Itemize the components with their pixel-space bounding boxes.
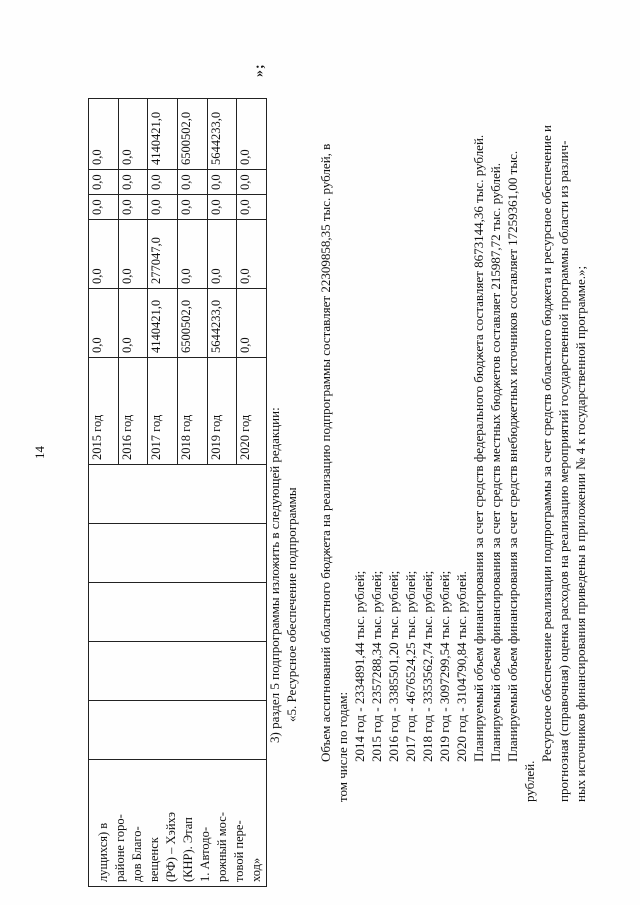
year-cell: 2017 год: [148, 358, 178, 465]
value-cell: 6500502,0: [177, 289, 207, 358]
object-name-line: 1. Автодо-: [198, 826, 212, 882]
year-line: 2016 год - 3385501,20 тыс. рублей;: [386, 570, 401, 762]
value-cell: 4140421,0: [148, 99, 178, 170]
page-number: 14: [32, 446, 47, 459]
year-cell: 2019 год: [207, 358, 237, 465]
year-cell: 2020 год: [237, 358, 267, 465]
body-line: Планируемый объем финансирования за счет средств федерального бюджета составляет 8673144,36 тыс. рублей.: [471, 134, 486, 762]
value-cell: 0,0: [148, 170, 178, 195]
empty-cell: [89, 642, 267, 701]
year-line: 2015 год - 2357288,34 тыс. рублей;: [369, 570, 384, 762]
value-cell: 0,0: [207, 195, 237, 220]
object-name-line: вещенск: [147, 837, 161, 882]
object-name-line: (РФ) – Хэйхэ: [164, 812, 178, 882]
value-cell: 0,0: [89, 220, 119, 289]
value-cell: 0,0: [148, 195, 178, 220]
value-cell: 0,0: [237, 195, 267, 220]
year-line: 2017 год - 4676524,25 тыс. рублей;: [403, 570, 418, 762]
year-line: 2019 год - 3097299,54 тыс. рублей;: [437, 570, 452, 762]
financing-table: [88, 98, 267, 887]
value-cell: 0,0: [177, 170, 207, 195]
value-cell: 0,0: [237, 99, 267, 170]
value-cell: 0,0: [89, 170, 119, 195]
body-line: прогнозная (справочная) оценка расходов на реализацию мероприятий государственной программы области из различ-: [556, 140, 571, 802]
year-line: 2020 год - 3104790,84 тыс. рублей.: [454, 571, 469, 762]
financing-table-wrap: [88, 98, 267, 887]
empty-cell: [89, 465, 267, 524]
value-cell: 4140421,0: [148, 289, 178, 358]
table-row: [89, 99, 119, 887]
body-line: Объем ассигнований областного бюджета на реализацию подпрограммы составляет 22309858,35 тыс. рублей, в: [318, 143, 333, 762]
value-cell: 0,0: [118, 170, 148, 195]
object-name-line: районе горо-: [113, 814, 127, 882]
value-cell: 277047,0: [148, 220, 178, 289]
amendment-heading: 3) раздел 5 подпрограммы изложить в следующей редакции:: [267, 407, 282, 743]
empty-cell: [89, 524, 267, 583]
value-cell: 0,0: [207, 220, 237, 289]
empty-cell: [89, 701, 267, 760]
value-cell: 0,0: [118, 289, 148, 358]
value-cell: 0,0: [177, 220, 207, 289]
year-line: 2014 год - 2334891,44 тыс. рублей;: [352, 570, 367, 762]
body-line: Ресурсное обеспечение реализации подпрограммы за счет средств областного бюджета и ресурсное обеспечение и: [539, 125, 554, 762]
value-cell: 0,0: [237, 289, 267, 358]
value-cell: 0,0: [177, 195, 207, 220]
body-line: Планируемый объем финансирования за счет средств внебюджетных источников составляет 17259361,00 тыс.: [505, 150, 520, 762]
value-cell: 0,0: [89, 195, 119, 220]
value-cell: 5644233,0: [207, 289, 237, 358]
object-name-line: лущихся) в: [96, 822, 110, 882]
object-name-line: рожный мос-: [215, 812, 229, 882]
value-cell: 0,0: [118, 195, 148, 220]
table-closing-mark: »;: [252, 63, 267, 77]
object-name-line: товой пере-: [232, 820, 246, 882]
value-cell: 0,0: [207, 170, 237, 195]
value-cell: 0,0: [89, 99, 119, 170]
body-line: ных источников финансирования приведены в приложении № 4 к государственной программе.»;: [573, 265, 588, 802]
object-name-line: ход»: [249, 857, 263, 882]
body-line: Планируемый объем финансирования за счет средств местных бюджетов составляет 215987,72 тыс. рублей.: [488, 163, 503, 762]
value-cell: 0,0: [118, 220, 148, 289]
object-name-cell: [89, 760, 267, 887]
value-cell: 0,0: [118, 99, 148, 170]
object-name-line: дов Благо-: [130, 826, 144, 882]
value-cell: 6500502,0: [177, 99, 207, 170]
year-cell: 2015 год: [89, 358, 119, 465]
value-cell: 5644233,0: [207, 99, 237, 170]
year-cell: 2016 год: [118, 358, 148, 465]
body-line: рублей.: [522, 760, 537, 802]
body-line: том числе по годам:: [335, 691, 350, 802]
object-name-line: (КНР). Этап: [181, 817, 195, 882]
year-line: 2018 год - 3353562,74 тыс. рублей;: [420, 570, 435, 762]
value-cell: 0,0: [89, 289, 119, 358]
empty-cell: [89, 583, 267, 642]
year-cell: 2018 год: [177, 358, 207, 465]
value-cell: 0,0: [237, 220, 267, 289]
section-title: «5. Ресурсное обеспечение подпрограммы: [284, 487, 299, 722]
value-cell: 0,0: [237, 170, 267, 195]
